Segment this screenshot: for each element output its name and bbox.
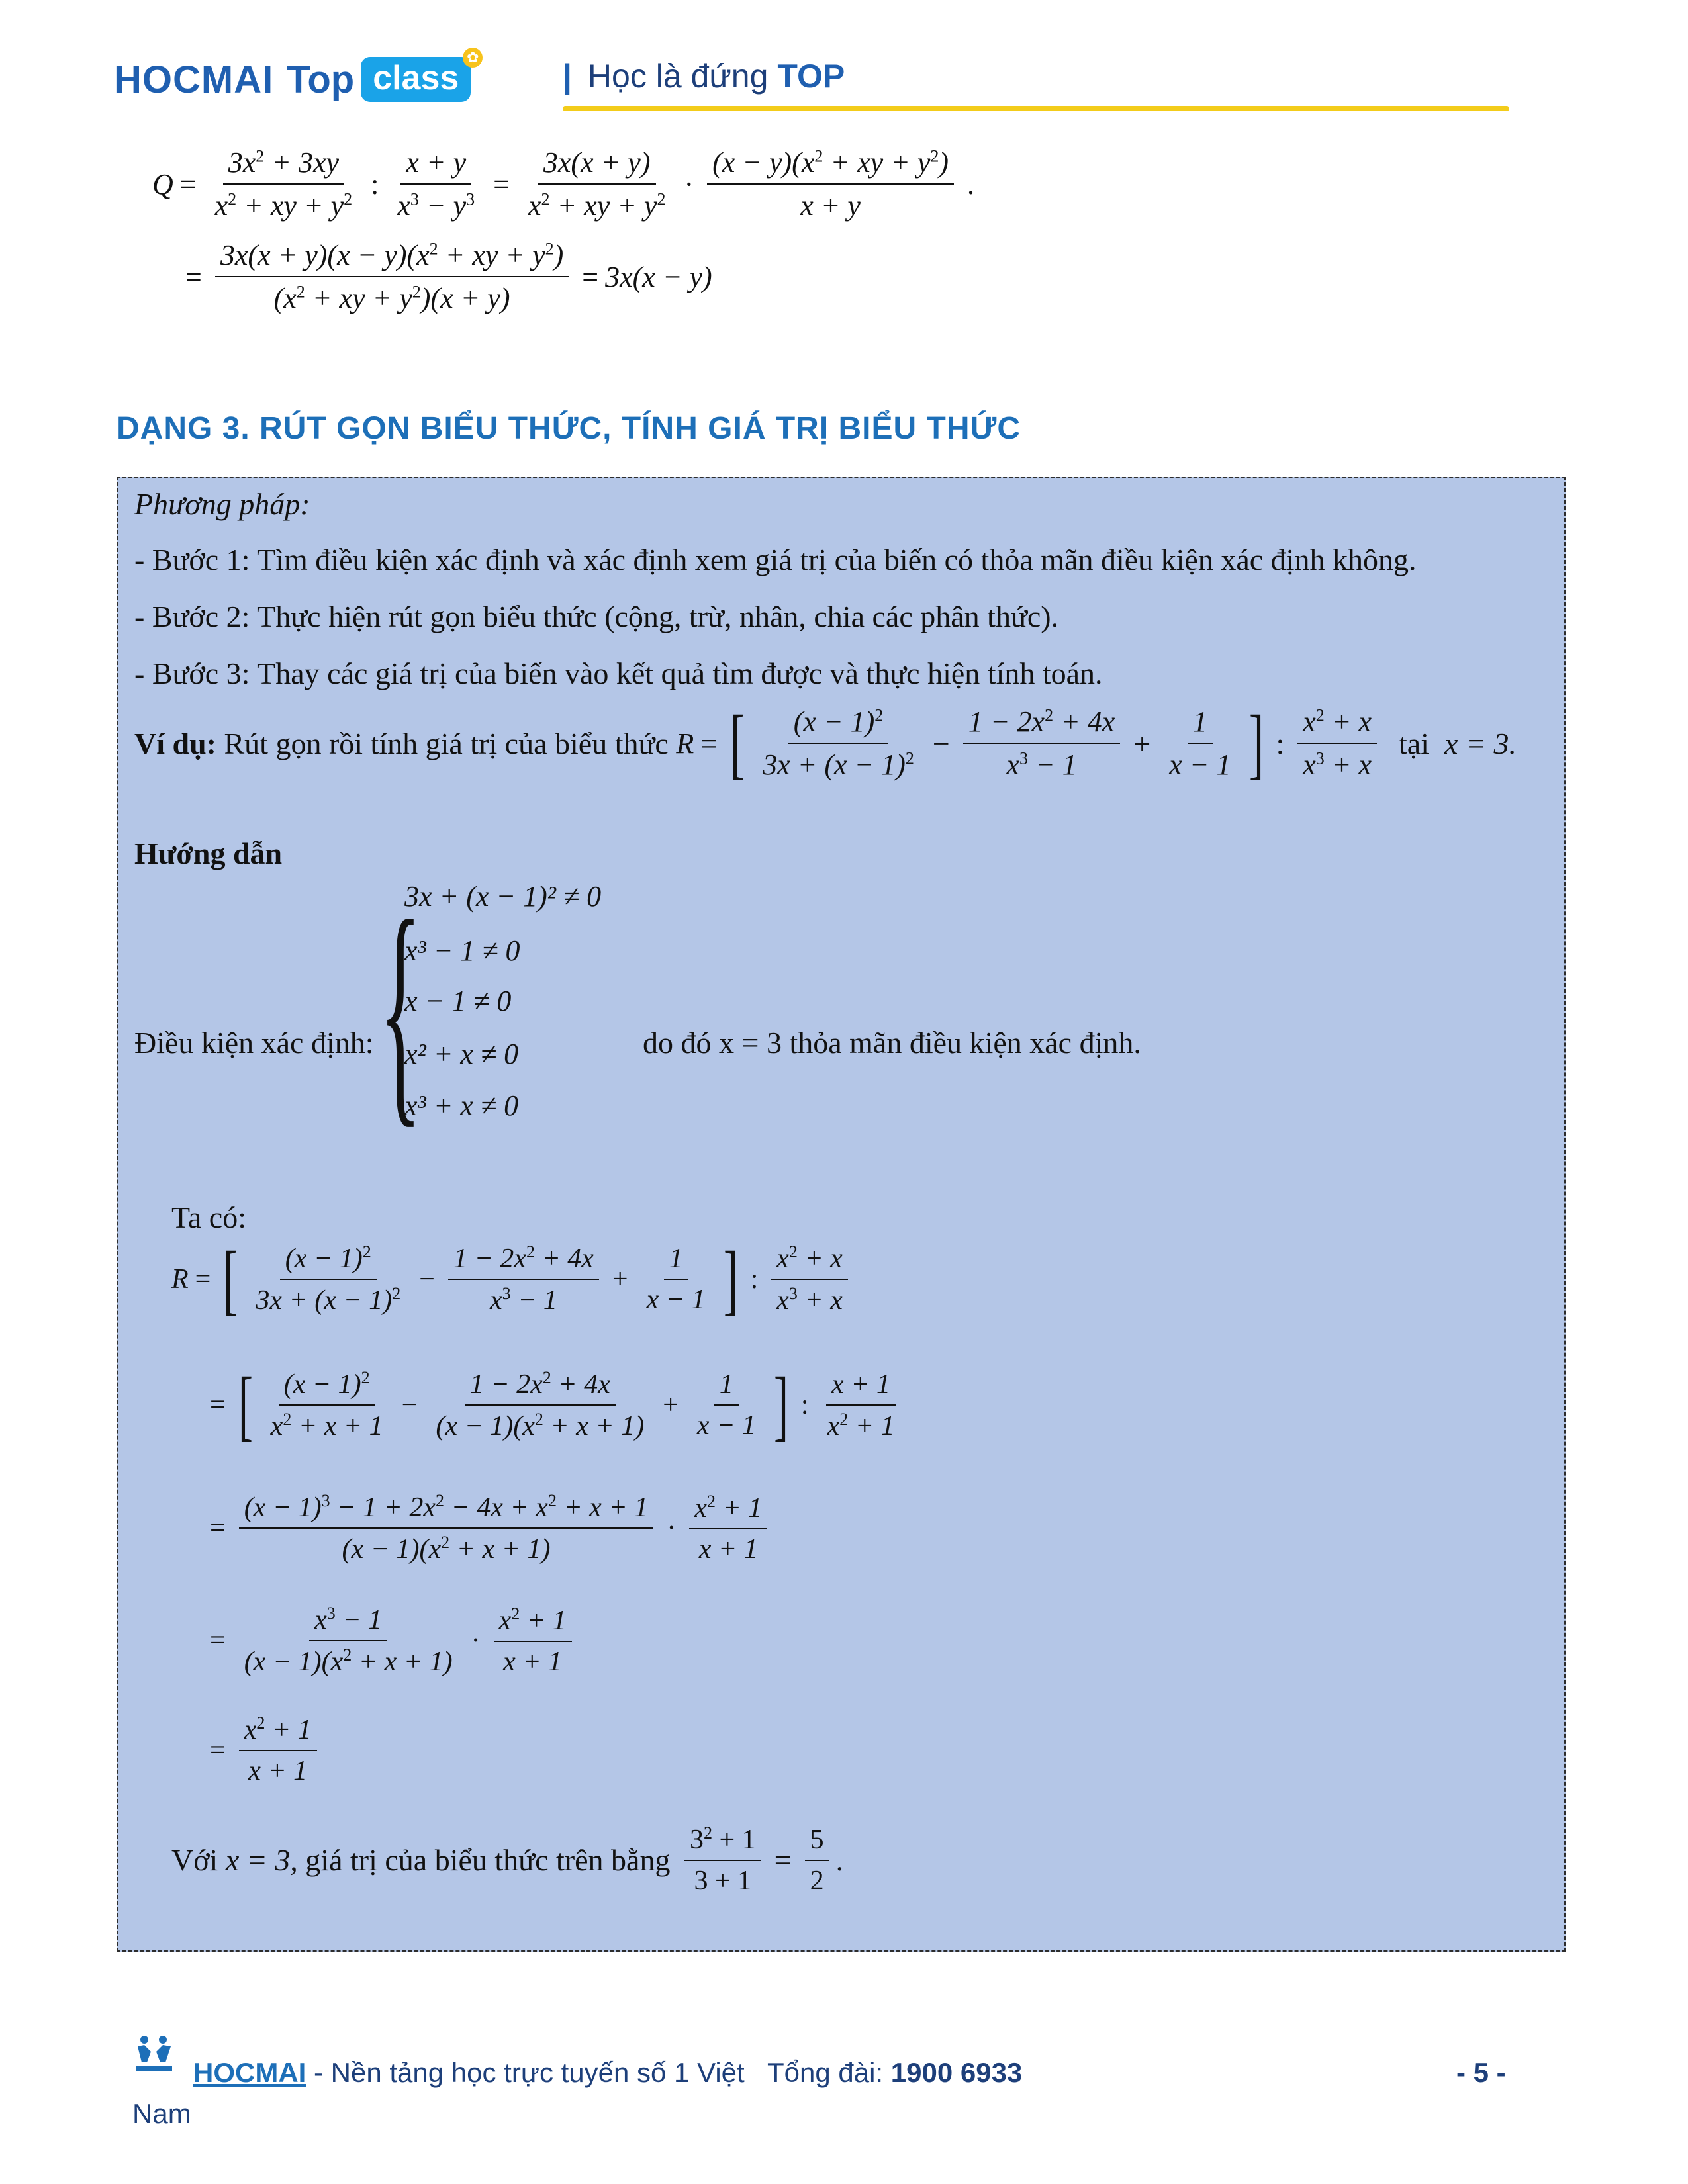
header-divider xyxy=(563,106,1509,111)
method-box xyxy=(117,477,1566,1952)
derivation-line-2: = [ $\frac{(x - 1)^2}{x^2 + x + 1}$ − $\frac{1 - 2x^2 + 4x}{(x - 1)(x^2 + x + 1)}$ + $\frac{1}{x - 1}$ ] : $\frac{x + 1}{x^2 + 1}$ xyxy=(210,1361,895,1449)
condition-5: x³ + x ≠ 0 xyxy=(404,1089,519,1122)
hocmai-footer-logo-icon xyxy=(132,2032,176,2075)
derivation-line-3: = $\frac{(x - 1)^3 - 1 + 2x^2 - 4x + x^2 + x + 1}{(x - 1)(x^2 + x + 1)}$ · $\frac{x^2 + 1}{x + 1}$ xyxy=(203,1491,774,1565)
footer-hotline-label: Tổng đài: xyxy=(767,2057,884,2088)
example-text: Rút gọn rồi tính giá trị của biểu thức xyxy=(224,726,669,760)
footer-text-2: Nam xyxy=(132,2098,191,2129)
section-title: DẠNG 3. RÚT GỌN BIỂU THỨC, TÍNH GIÁ TRỊ BIỂU THỨC xyxy=(117,411,1021,446)
footer-hotline: 1900 6933 xyxy=(890,2057,1023,2088)
derivation-line-1: R = [ $\frac{(x - 1)^2}{3x + (x - 1)^2}$ − $\frac{1 - 2x^2 + 4x}{x^3 - 1}$ + $\frac{1}{x - 1}$ ] : $\frac{x^2 + x}{x^3 + x}$ xyxy=(171,1240,855,1319)
math-line-1: Q = $\frac{3x^2 + 3xy}{x^2 + xy + y^2}$ : $\frac{x + y}{x^3 - y^3}$ = $\frac{3x(x + y)}{x^2 + xy + y^2}$ · $\frac{(x - y)(x^2 + xy + y^2)}{x + y}$ . xyxy=(152,146,975,222)
example-at: tại xyxy=(1399,726,1430,760)
tagline-text: Học là đứng xyxy=(587,58,769,95)
condition-2: x³ − 1 ≠ 0 xyxy=(404,934,520,967)
method-heading: Phương pháp: xyxy=(134,487,310,521)
conclusion-prefix: Với xyxy=(171,1843,218,1877)
tagline-top: TOP xyxy=(777,58,845,95)
condition-4: x² + x ≠ 0 xyxy=(404,1038,519,1070)
header-tagline xyxy=(563,57,845,95)
guide-heading: Hướng dẫn xyxy=(134,837,283,870)
derivation-line-4: = $\frac{x^3 - 1}{(x - 1)(x^2 + x + 1)}$ · $\frac{x^2 + 1}{x + 1}$ xyxy=(203,1604,579,1678)
conclusion-line: Với x = 3, giá trị của biểu thức trên bằng $\frac{3^2 + 1}{3 + 1}$ = $\frac{5}{2}$ . xyxy=(171,1823,844,1896)
method-step-3: - Bước 3: Thay các giá trị của biến vào kết quả tìm được và thực hiện tính toán. xyxy=(134,657,1103,690)
condition-3: x − 1 ≠ 0 xyxy=(404,985,512,1017)
example-at-value: x = 3. xyxy=(1444,726,1517,760)
tagline-bar: | xyxy=(563,58,572,95)
logo-hocmai: HOCMAI xyxy=(114,58,274,101)
conclusion-var: x = 3, xyxy=(225,1843,298,1877)
condition-1: 3x + (x − 1)² ≠ 0 xyxy=(404,880,602,913)
footer-brand-link[interactable]: HOCMAI xyxy=(193,2057,306,2088)
logo-class-badge xyxy=(361,49,479,102)
example-label: Ví dụ: xyxy=(134,726,216,760)
footer-description: - Nền tảng học trực tuyến số 1 Việt xyxy=(306,2057,745,2088)
intro-math xyxy=(152,146,1542,331)
math-line-2: = $\frac{3x(x + y)(x - y)(x^2 + xy + y^2)}{(x^2 + xy + y^2)(x + y)}$ = 3x(x − y) xyxy=(185,239,712,314)
footer-text xyxy=(193,2057,1022,2089)
condition-label: Điều kiện xác định: xyxy=(134,1026,374,1060)
condition-result: do đó x = 3 thỏa mãn điều kiện xác định. xyxy=(643,1026,1141,1060)
ta-co: Ta có: xyxy=(171,1201,247,1234)
method-step-2: - Bước 2: Thực hiện rút gọn biểu thức (cộng, trừ, nhân, chia các phân thức). xyxy=(134,600,1059,633)
star-icon: ✿ xyxy=(463,48,483,68)
hocmai-topclass-logo xyxy=(114,46,479,113)
example-line: Ví dụ: Rút gọn rồi tính giá trị của biểu thức R = [ $\frac{(x - 1)^2}{3x + (x - 1)^2}$ − $\frac{1 - 2x^2 + 4x}{x^3 - 1}$ + $\frac{1}{x - 1}$ ] : $\frac{x^2 + x}{x^3 + x}$ tại x = 3. xyxy=(134,699,1517,787)
logo-class-text: class xyxy=(373,59,459,97)
derivation-line-5: = $\frac{x^2 + 1}{x + 1}$ xyxy=(203,1713,324,1787)
method-step-1: - Bước 1: Tìm điều kiện xác định và xác định xem giá trị của biến có thỏa mãn điều kiện xác định không. xyxy=(134,543,1417,576)
page-number: - 5 - xyxy=(1456,2057,1506,2088)
system-brace: { xyxy=(379,870,422,1148)
logo-top: Top xyxy=(287,58,355,101)
conclusion-text: giá trị của biểu thức trên bằng xyxy=(305,1843,671,1877)
